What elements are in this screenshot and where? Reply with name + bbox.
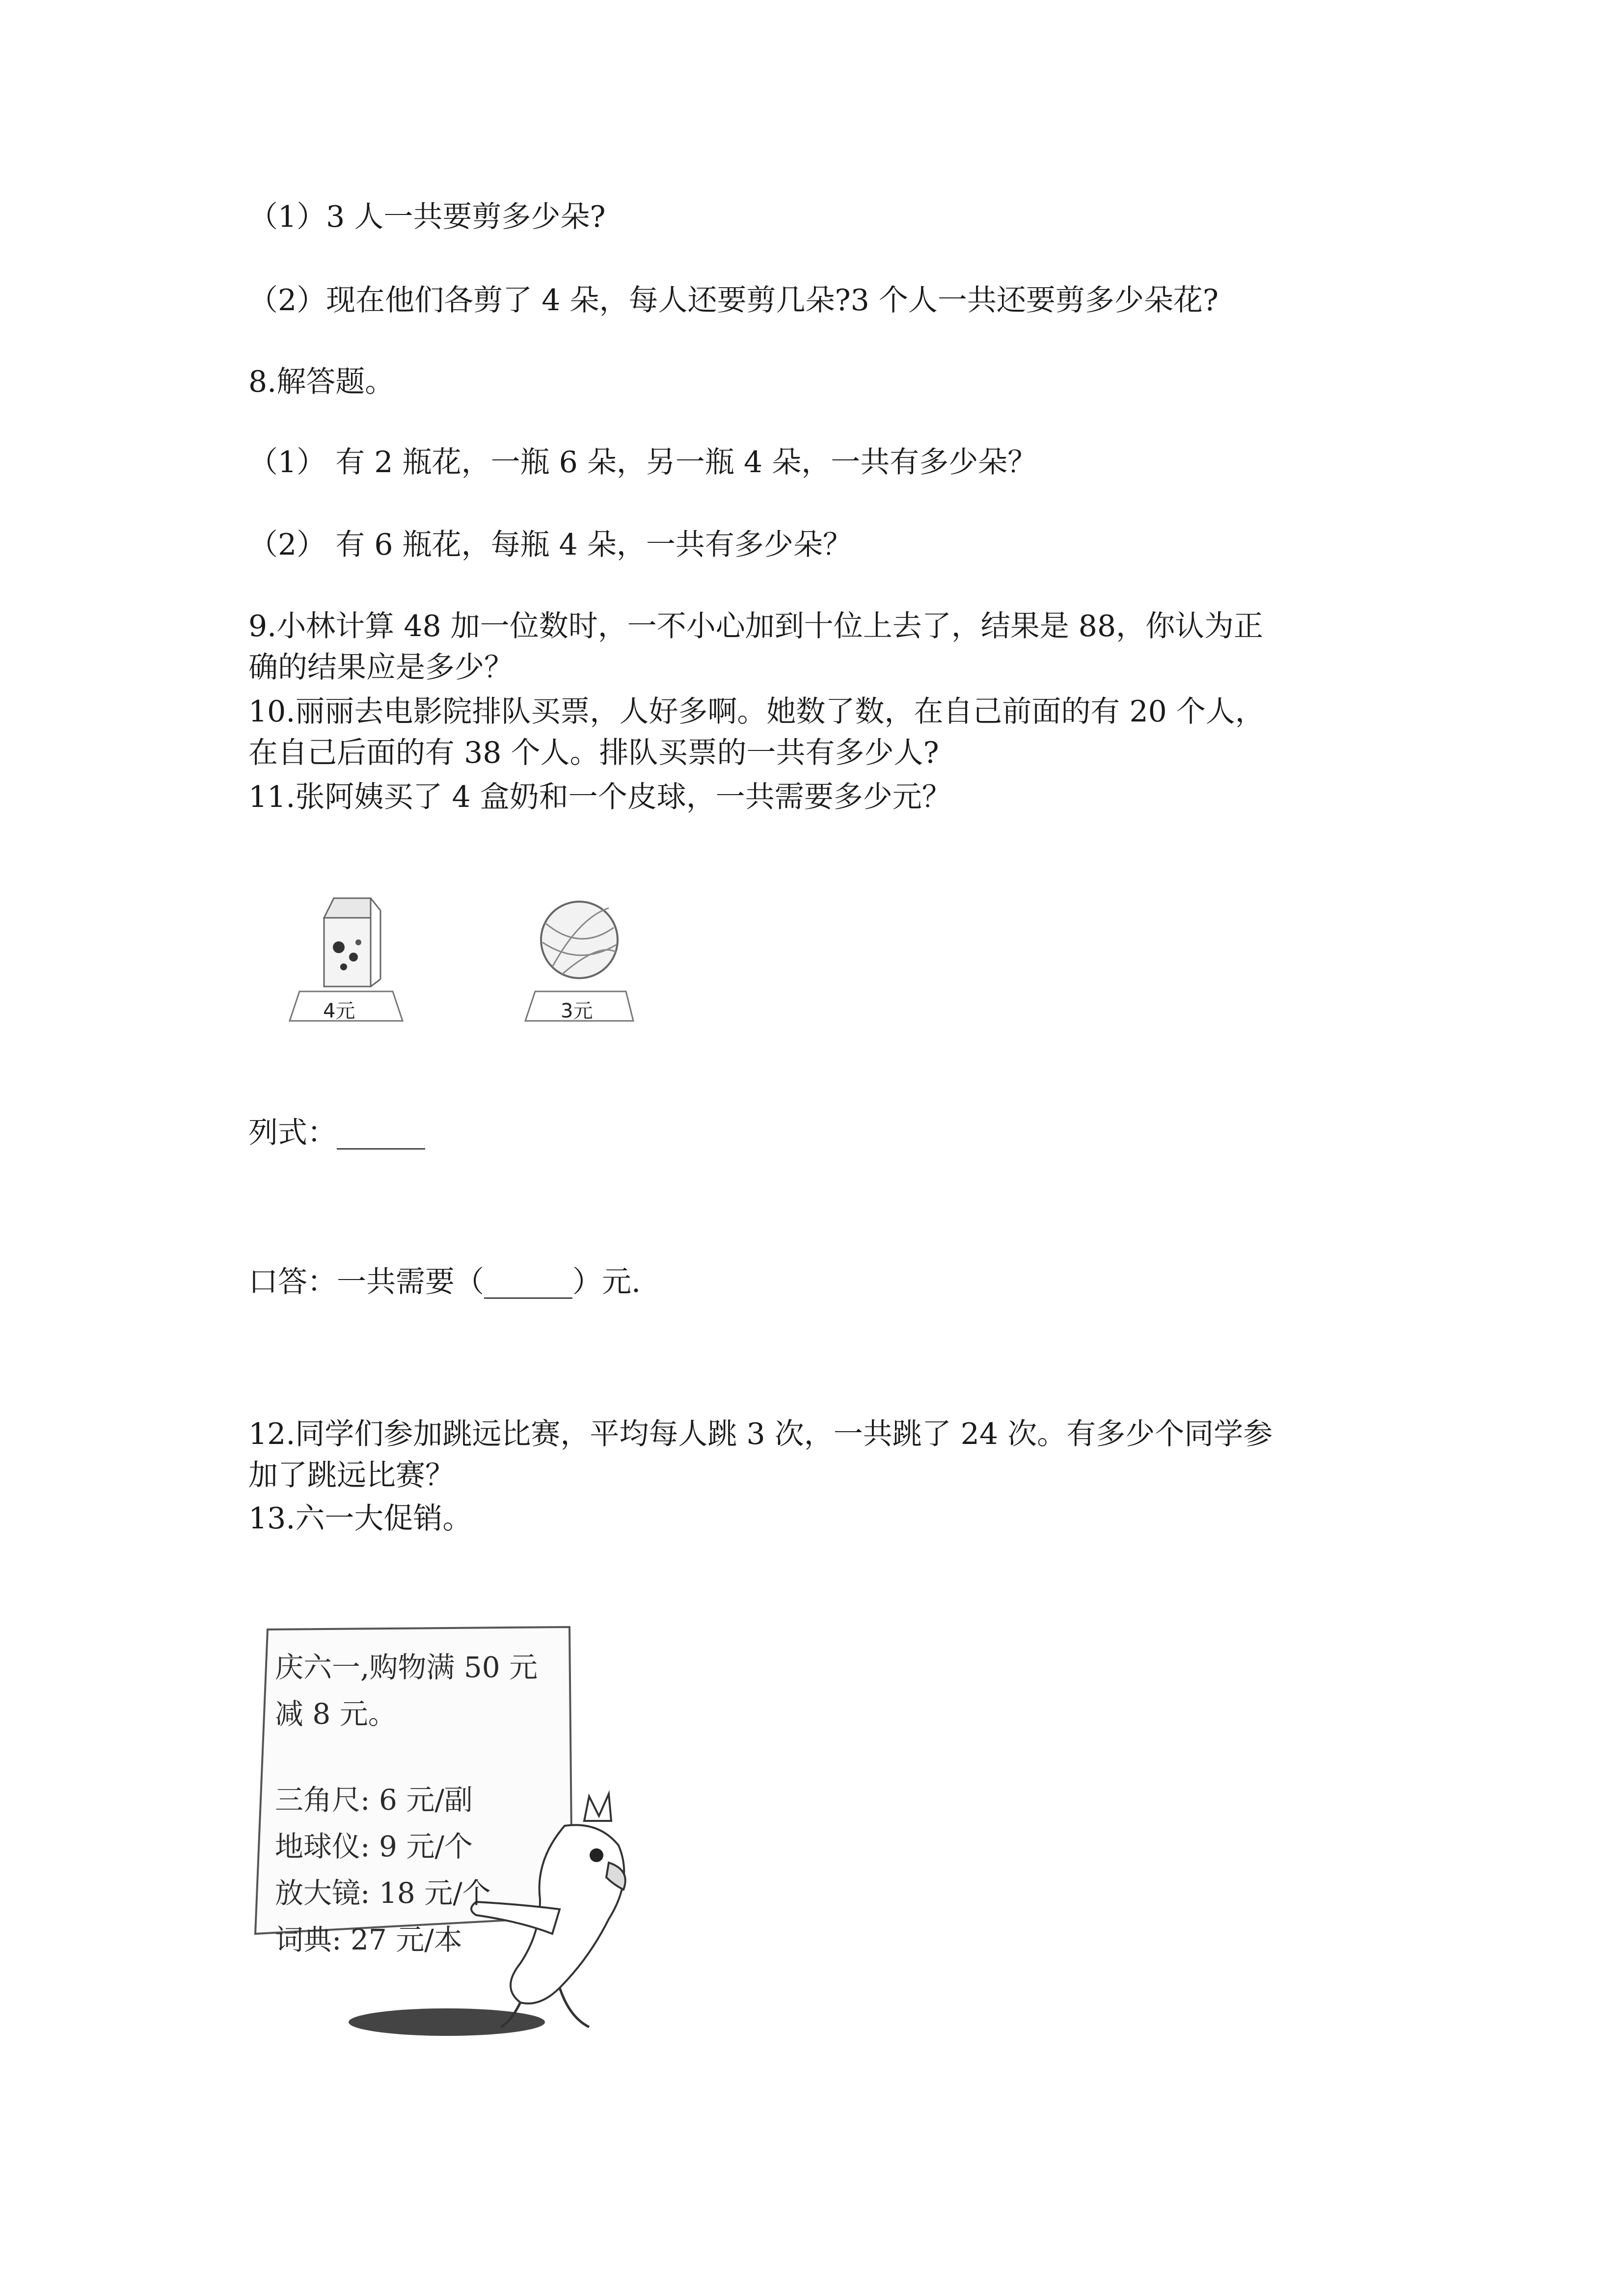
poster-item-dictionary: 词典: 27 元/本 (275, 1923, 462, 1956)
ball-illustration (515, 888, 638, 1026)
q8-part1: （1） 有 2 瓶花，一瓶 6 朵，另一瓶 4 朵，一共有多少朵？ (248, 445, 1037, 480)
poster-item-triangle-ruler: 三角尺: 6 元/副 (275, 1783, 473, 1816)
q9-line1: 9.小林计算 48 加一位数时，一不小心加到十位上去了，结果是 88，你认为正 (248, 609, 1264, 643)
promotion-poster (245, 1615, 668, 2056)
poster-item-globe: 地球仪: 9 元/个 (275, 1830, 473, 1863)
q8-part2: （2） 有 6 瓶花，每瓶 4 朵，一共有多少朵？ (248, 528, 852, 562)
q12-line2: 加了跳远比赛？ (248, 1458, 455, 1493)
poster-item-magnifier: 放大镜: 18 元/个 (275, 1876, 491, 1910)
q9-line2: 确的结果应是多少？ (248, 650, 514, 685)
q11-answer: 口答：一共需要（______）元. (248, 1265, 641, 1299)
q13-title: 13.六一大促销。 (248, 1501, 472, 1536)
q7-part2: （2）现在他们各剪了 4 朵，每人还要剪几朵?3 个人一共还要剪多少朵花? (248, 283, 1219, 318)
milk-carton-illustration (285, 888, 407, 1026)
q10-line2: 在自己后面的有 38 个人。排队买票的一共有多少人? (248, 736, 939, 770)
q12-line1: 12.同学们参加跳远比赛，平均每人跳 3 次，一共跳了 24 次。有多少个同学参 (248, 1417, 1273, 1451)
ball-price-label: 3元 (561, 1000, 593, 1022)
q7-part1: （1）3 人一共要剪多少朵? (248, 200, 606, 234)
milk-price-label: 4元 (323, 1000, 355, 1022)
q11-formula: 列式：______ (248, 1116, 425, 1150)
q10-line1: 10.丽丽去电影院排队买票，人好多啊。她数了数，在自己前面的有 20 个人， (248, 694, 1265, 729)
poster-line-2: 减 8 元。 (275, 1697, 397, 1731)
q8-title: 8.解答题。 (248, 365, 395, 399)
poster-line-1: 庆六一,购物满 50 元 (275, 1651, 538, 1684)
q11-line1: 11.张阿姨买了 4 盒奶和一个皮球，一共需要多少元？ (248, 780, 951, 814)
